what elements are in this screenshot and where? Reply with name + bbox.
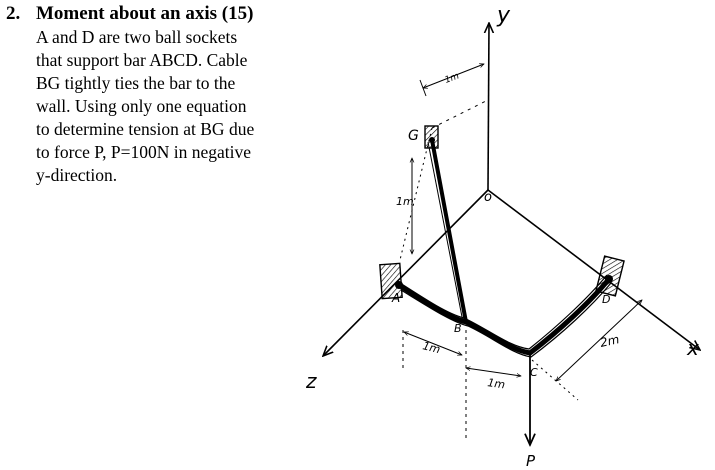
cable-bg [428, 140, 466, 322]
z-axis-label: z [306, 369, 317, 393]
problem-text-line: to determine tension at BG due [36, 119, 255, 139]
dimension-left-1m-label: 1m [396, 195, 414, 208]
problem-text-line: y-direction. [36, 165, 118, 185]
point-c-label: C [530, 366, 538, 379]
problem-text-line: to force P, P=100N in negative [36, 142, 251, 162]
z-axis [323, 190, 488, 356]
problem-text-line: BG tightly ties the bar to the [36, 73, 236, 93]
dimension-bc-1m [466, 368, 521, 376]
force-p-label: P [526, 452, 536, 470]
point-b-label: B [454, 322, 462, 335]
point-a-label: A [392, 291, 401, 305]
problem-title: Moment about an axis (15) [36, 3, 254, 24]
x-axis-label: x [687, 336, 699, 360]
dimension-top-1m-label: 1m [443, 71, 461, 86]
origin-label: o [484, 190, 492, 205]
problem-text-line: A and D are two ball sockets [36, 27, 238, 47]
problem-text-line: that support bar ABCD. Cable [36, 50, 248, 70]
dimension-cd-2m-label: 2m [598, 332, 621, 350]
wall-outline [400, 100, 488, 260]
x-axis [488, 190, 700, 350]
dimension-ab-1m-label: 1m [421, 339, 442, 357]
dimension-bc-1m-label: 1m [486, 376, 506, 392]
point-g-label: G [408, 128, 419, 144]
y-axis-label: y [497, 3, 511, 28]
problem-number: 2. [6, 3, 21, 24]
y-axis [488, 23, 489, 190]
point-d-label: D [602, 293, 611, 306]
problem-text-line: wall. Using only one equation [36, 96, 247, 116]
